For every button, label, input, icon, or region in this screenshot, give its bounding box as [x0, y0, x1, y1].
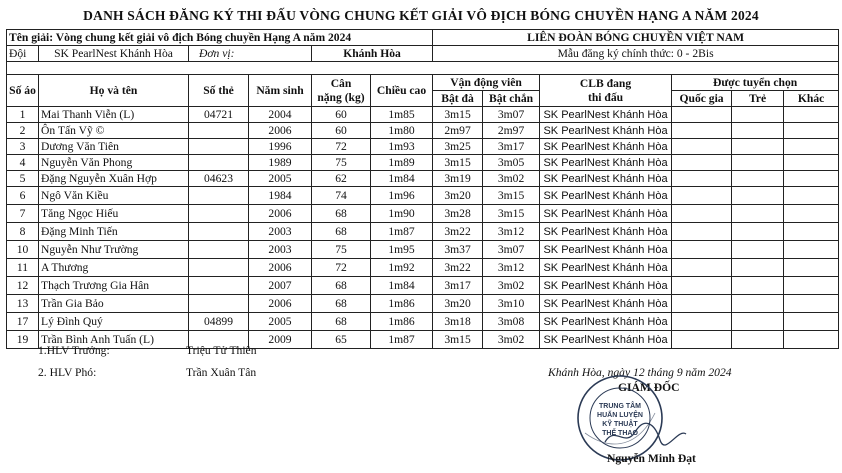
- player-number: 11: [7, 259, 39, 277]
- selected-youth: [732, 331, 784, 349]
- selected-other: [784, 139, 839, 155]
- player-name: A Thương: [39, 259, 189, 277]
- selected-other: [784, 171, 839, 187]
- assistant-coach-name: Trần Xuân Tân: [186, 366, 257, 379]
- selected-other: [784, 187, 839, 205]
- player-spike: 3m15: [433, 331, 483, 349]
- place-date: Khánh Hòa, ngày 12 tháng 9 năm 2024: [548, 366, 732, 379]
- player-spike: 3m20: [433, 187, 483, 205]
- signer-name: Nguyễn Minh Đạt: [607, 452, 696, 465]
- player-number: 8: [7, 223, 39, 241]
- header-height: Chiều cao: [371, 75, 433, 107]
- federation-name: LIÊN ĐOÀN BÓNG CHUYỀN VIỆT NAM: [433, 30, 839, 46]
- player-weight: 62: [312, 171, 371, 187]
- player-height: 1m95: [371, 241, 433, 259]
- player-height: 1m90: [371, 205, 433, 223]
- player-name: Ngô Văn Kiều: [39, 187, 189, 205]
- table-row: [7, 187, 839, 205]
- player-card: [189, 223, 249, 241]
- header-no: Số áo: [7, 75, 39, 107]
- player-number: 7: [7, 205, 39, 223]
- player-height: 1m92: [371, 259, 433, 277]
- selected-youth: [732, 107, 784, 123]
- selected-national: [672, 205, 732, 223]
- spacer-row: [7, 62, 839, 75]
- selected-other: [784, 223, 839, 241]
- player-block: 3m02: [483, 277, 540, 295]
- player-spike: 3m22: [433, 223, 483, 241]
- player-weight: 68: [312, 205, 371, 223]
- player-card: 04899: [189, 313, 249, 331]
- header-block: Bật chắn: [483, 91, 540, 107]
- player-block: 3m12: [483, 259, 540, 277]
- table-row: [7, 171, 839, 187]
- player-club: SK PearlNest Khánh Hòa: [540, 259, 672, 277]
- player-block: 3m07: [483, 107, 540, 123]
- player-height: 1m80: [371, 123, 433, 139]
- player-weight: 65: [312, 331, 371, 349]
- selected-other: [784, 241, 839, 259]
- player-card: [189, 155, 249, 171]
- player-block: 3m07: [483, 241, 540, 259]
- player-spike: 2m97: [433, 123, 483, 139]
- selected-national: [672, 331, 732, 349]
- player-birth-year: 2006: [249, 123, 312, 139]
- player-number: 5: [7, 171, 39, 187]
- form-code: Mẫu đăng ký chính thức: 0 - 2Bis: [433, 46, 839, 62]
- player-name: Dương Văn Tiên: [39, 139, 189, 155]
- table-row: [7, 139, 839, 155]
- player-name: Mai Thanh Viễn (L): [39, 107, 189, 123]
- player-spike: 3m37: [433, 241, 483, 259]
- player-height: 1m86: [371, 313, 433, 331]
- player-card: [189, 259, 249, 277]
- unit-label: Đơn vị:: [189, 46, 312, 62]
- selected-youth: [732, 139, 784, 155]
- player-number: 4: [7, 155, 39, 171]
- selected-other: [784, 123, 839, 139]
- header-spike: Bật đà: [433, 91, 483, 107]
- selected-other: [784, 155, 839, 171]
- player-weight: 60: [312, 123, 371, 139]
- table-row: [7, 313, 839, 331]
- player-height: 1m93: [371, 139, 433, 155]
- player-weight: 68: [312, 313, 371, 331]
- player-name: Nguyễn Văn Phong: [39, 155, 189, 171]
- stamp-line-2: HUẤN LUYỆN: [597, 412, 643, 419]
- table-row: [7, 241, 839, 259]
- player-birth-year: 2006: [249, 205, 312, 223]
- player-block: 3m15: [483, 205, 540, 223]
- player-club: SK PearlNest Khánh Hòa: [540, 205, 672, 223]
- selected-national: [672, 107, 732, 123]
- selected-national: [672, 155, 732, 171]
- player-card: 04721: [189, 107, 249, 123]
- selected-national: [672, 259, 732, 277]
- header-national: Quốc gia: [672, 91, 732, 107]
- head-coach-name: Triệu Tử Thiên: [186, 344, 257, 357]
- player-birth-year: 2005: [249, 313, 312, 331]
- player-block: 3m17: [483, 139, 540, 155]
- header-athlete: Vận động viên: [433, 75, 540, 91]
- player-birth-year: 2003: [249, 223, 312, 241]
- player-birth-year: 2009: [249, 331, 312, 349]
- selected-youth: [732, 205, 784, 223]
- player-block: 3m05: [483, 155, 540, 171]
- assistant-coach-label: 2. HLV Phó:: [38, 366, 97, 379]
- selected-youth: [732, 259, 784, 277]
- player-birth-year: 2003: [249, 241, 312, 259]
- player-name: Trần Gia Bảo: [39, 295, 189, 313]
- player-name: Lý Đình Quý: [39, 313, 189, 331]
- player-block: 3m02: [483, 171, 540, 187]
- player-weight: 68: [312, 223, 371, 241]
- player-club: SK PearlNest Khánh Hòa: [540, 171, 672, 187]
- selected-other: [784, 205, 839, 223]
- selected-national: [672, 139, 732, 155]
- player-height: 1m87: [371, 223, 433, 241]
- registration-table: [6, 29, 839, 349]
- table-row: [7, 107, 839, 123]
- player-birth-year: 2006: [249, 259, 312, 277]
- selected-youth: [732, 123, 784, 139]
- unit-value: Khánh Hòa: [312, 46, 433, 62]
- player-number: 10: [7, 241, 39, 259]
- selected-national: [672, 241, 732, 259]
- selected-youth: [732, 223, 784, 241]
- selected-youth: [732, 187, 784, 205]
- player-weight: 68: [312, 277, 371, 295]
- player-number: 19: [7, 331, 39, 349]
- player-birth-year: 2005: [249, 171, 312, 187]
- player-club: SK PearlNest Khánh Hòa: [540, 155, 672, 171]
- player-name: Đặng Minh Tiến: [39, 223, 189, 241]
- player-number: 12: [7, 277, 39, 295]
- player-club: SK PearlNest Khánh Hòa: [540, 123, 672, 139]
- player-weight: 75: [312, 241, 371, 259]
- selected-youth: [732, 277, 784, 295]
- header-selected: Được tuyển chọn: [672, 75, 839, 91]
- player-number: 13: [7, 295, 39, 313]
- table-row: [7, 123, 839, 139]
- selected-other: [784, 313, 839, 331]
- player-spike: 3m25: [433, 139, 483, 155]
- player-club: SK PearlNest Khánh Hòa: [540, 313, 672, 331]
- selected-other: [784, 259, 839, 277]
- player-club: SK PearlNest Khánh Hòa: [540, 187, 672, 205]
- header-card: Số thẻ: [189, 75, 249, 107]
- selected-youth: [732, 241, 784, 259]
- selected-youth: [732, 313, 784, 331]
- team-value: SK PearlNest Khánh Hòa: [39, 46, 189, 62]
- player-card: [189, 187, 249, 205]
- player-card: 04623: [189, 171, 249, 187]
- player-birth-year: 2004: [249, 107, 312, 123]
- player-club: SK PearlNest Khánh Hòa: [540, 295, 672, 313]
- selected-other: [784, 277, 839, 295]
- table-row: [7, 259, 839, 277]
- player-club: SK PearlNest Khánh Hòa: [540, 277, 672, 295]
- player-spike: 3m15: [433, 155, 483, 171]
- selected-youth: [732, 155, 784, 171]
- player-weight: 68: [312, 295, 371, 313]
- selected-national: [672, 313, 732, 331]
- selected-national: [672, 171, 732, 187]
- player-spike: 3m15: [433, 107, 483, 123]
- player-block: 3m10: [483, 295, 540, 313]
- header-other: Khác: [784, 91, 839, 107]
- signature-scribble-icon: [600, 420, 690, 450]
- player-block: 3m15: [483, 187, 540, 205]
- player-spike: 3m19: [433, 171, 483, 187]
- header-youth: Trẻ: [732, 91, 784, 107]
- table-row: [7, 331, 839, 349]
- selected-national: [672, 223, 732, 241]
- player-birth-year: 1989: [249, 155, 312, 171]
- table-row: [7, 205, 839, 223]
- stamp-line-1: TRUNG TÂM: [599, 403, 641, 410]
- player-height: 1m87: [371, 331, 433, 349]
- player-number: 2: [7, 123, 39, 139]
- player-number: 1: [7, 107, 39, 123]
- player-height: 1m89: [371, 155, 433, 171]
- player-card: [189, 123, 249, 139]
- player-birth-year: 1996: [249, 139, 312, 155]
- player-card: [189, 241, 249, 259]
- player-card: [189, 139, 249, 155]
- player-weight: 60: [312, 107, 371, 123]
- player-card: [189, 205, 249, 223]
- selected-national: [672, 123, 732, 139]
- player-name: Nguyễn Như Trường: [39, 241, 189, 259]
- stamp-line-3: KỸ THUẬT: [602, 421, 638, 428]
- player-club: SK PearlNest Khánh Hòa: [540, 139, 672, 155]
- player-height: 1m84: [371, 171, 433, 187]
- player-weight: 74: [312, 187, 371, 205]
- player-club: SK PearlNest Khánh Hòa: [540, 331, 672, 349]
- stamp-line-4: THỂ THAO: [602, 430, 638, 437]
- director-title: GIÁM ĐỐC: [618, 381, 680, 394]
- player-spike: 3m28: [433, 205, 483, 223]
- player-height: 1m85: [371, 107, 433, 123]
- player-card: [189, 277, 249, 295]
- player-block: 3m02: [483, 331, 540, 349]
- player-weight: 72: [312, 259, 371, 277]
- selected-other: [784, 331, 839, 349]
- player-spike: 3m18: [433, 313, 483, 331]
- header-year: Năm sinh: [249, 75, 312, 107]
- table-row: [7, 295, 839, 313]
- player-block: 3m12: [483, 223, 540, 241]
- header-club: CLB đang thi đấu: [540, 75, 672, 107]
- player-spike: 3m17: [433, 277, 483, 295]
- player-height: 1m86: [371, 295, 433, 313]
- player-weight: 72: [312, 139, 371, 155]
- player-birth-year: 2007: [249, 277, 312, 295]
- selected-national: [672, 187, 732, 205]
- player-name: Ôn Tấn Vỹ ©: [39, 123, 189, 139]
- tournament-name: Tên giải: Vòng chung kết giải vô địch Bóng chuyền Hạng A năm 2024: [7, 30, 433, 46]
- selected-other: [784, 107, 839, 123]
- selected-youth: [732, 171, 784, 187]
- header-weight: Cân nặng (kg): [312, 75, 371, 107]
- selected-other: [784, 295, 839, 313]
- player-weight: 75: [312, 155, 371, 171]
- player-club: SK PearlNest Khánh Hòa: [540, 107, 672, 123]
- player-birth-year: 2006: [249, 295, 312, 313]
- player-block: 2m97: [483, 123, 540, 139]
- player-club: SK PearlNest Khánh Hòa: [540, 223, 672, 241]
- player-card: [189, 295, 249, 313]
- player-number: 3: [7, 139, 39, 155]
- player-height: 1m96: [371, 187, 433, 205]
- player-name: Thạch Trương Gia Hân: [39, 277, 189, 295]
- player-number: 6: [7, 187, 39, 205]
- team-label: Đội: [7, 46, 39, 62]
- table-row: [7, 223, 839, 241]
- player-height: 1m84: [371, 277, 433, 295]
- player-club: SK PearlNest Khánh Hòa: [540, 241, 672, 259]
- table-row: [7, 155, 839, 171]
- head-coach-label: 1.HLV Trưởng:: [38, 344, 110, 357]
- player-name: Trần Bình Anh Tuấn (L): [39, 331, 189, 349]
- document-title: DANH SÁCH ĐĂNG KÝ THI ĐẤU VÒNG CHUNG KẾT GIẢI VÔ ĐỊCH BÓNG CHUYỀN HẠNG A NĂM 2024: [83, 8, 759, 23]
- player-spike: 3m20: [433, 295, 483, 313]
- player-number: 17: [7, 313, 39, 331]
- player-block: 3m08: [483, 313, 540, 331]
- header-name: Họ và tên: [39, 75, 189, 107]
- player-name: Đặng Nguyễn Xuân Hợp: [39, 171, 189, 187]
- player-spike: 3m22: [433, 259, 483, 277]
- selected-national: [672, 295, 732, 313]
- selected-youth: [732, 295, 784, 313]
- selected-national: [672, 277, 732, 295]
- player-name: Tăng Ngọc Hiếu: [39, 205, 189, 223]
- player-birth-year: 1984: [249, 187, 312, 205]
- table-row: [7, 277, 839, 295]
